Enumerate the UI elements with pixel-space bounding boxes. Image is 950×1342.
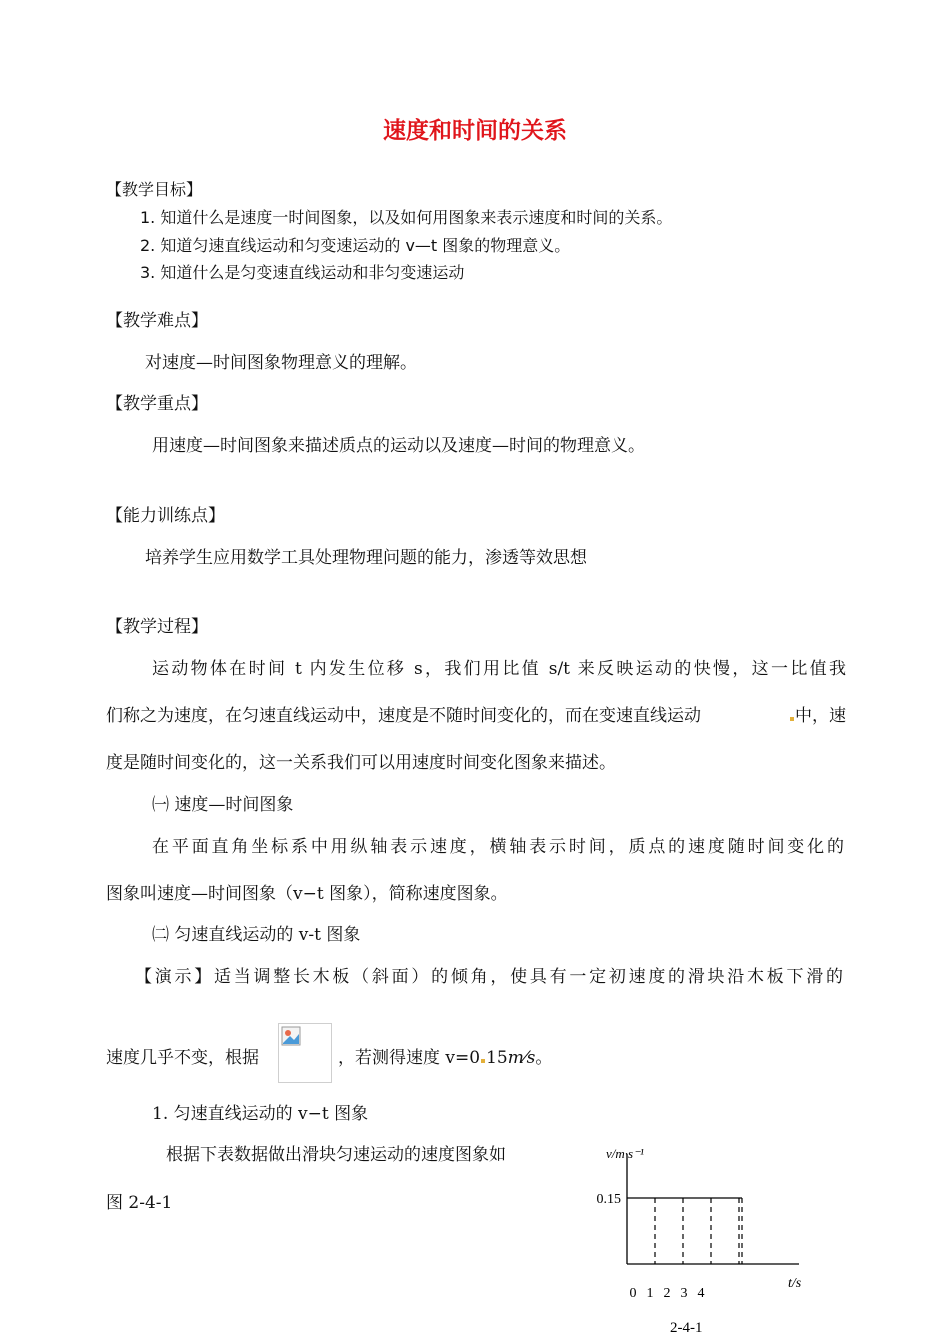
demo-line2-start: 速度几乎不变，根据	[106, 1048, 259, 1068]
subsection-1: ㈠ 速度—时间图象	[152, 795, 294, 815]
process-para1-line3: 度是随时间变化的，这一关系我们可以用速度时间变化图象来描述。	[106, 753, 616, 773]
objective-3: 3. 知道什么是匀变速直线运动和非匀变速运动	[140, 263, 465, 282]
page-title: 速度和时间的关系	[383, 118, 567, 144]
difficulty-text: 对速度—时间图象物理意义的理解。	[145, 353, 417, 373]
ability-heading: 【能力训练点】	[106, 506, 225, 526]
process-para1-line2: 们称之为速度，在匀速直线运动中，速度是不随时间变化的，而在变速直线运动 中，速	[106, 706, 846, 726]
process-para2-line1: 在平面直角坐标系中用纵轴表示速度，横轴表示时间，质点的速度随时间变化的	[152, 837, 844, 857]
broken-image-icon	[281, 1026, 301, 1046]
x-tick-label: 2	[663, 1286, 671, 1301]
process-heading: 【教学过程】	[106, 617, 208, 637]
y-axis-label: v/m·s⁻¹	[606, 1146, 644, 1161]
figure-reference: 图 2-4-1	[106, 1193, 173, 1213]
difficulty-heading: 【教学难点】	[106, 311, 208, 331]
x-tick-label: 1	[646, 1286, 654, 1301]
keypoint-heading: 【教学重点】	[106, 394, 208, 414]
table-instruction: 根据下表数据做出滑块匀速运动的速度图象如	[166, 1145, 506, 1165]
x-axis-label: t/s	[788, 1276, 802, 1291]
figure-caption: 2-4-1	[670, 1320, 703, 1336]
process-para1-line1: 运动物体在时间 t 内发生位移 s，我们用比值 s/t 来反映运动的快慢，这一比值我	[152, 659, 846, 679]
objective-2: 2. 知道匀速直线运动和匀变速运动的 v—t 图象的物理意义。	[140, 236, 571, 255]
item-1: 1. 匀速直线运动的 v−t 图象	[152, 1104, 369, 1124]
process-para2-line2: 图象叫速度—时间图象（v−t 图象），简称速度图象。	[106, 884, 508, 904]
x-tick-label: 3	[680, 1286, 688, 1301]
subsection-2: ㈡ 匀速直线运动的 v-t 图象	[152, 925, 361, 945]
anchor-mark	[790, 717, 794, 721]
demo-line2-end: ，若测得速度 v=0 15m⁄s。	[338, 1048, 553, 1068]
objective-1: 1. 知道什么是速度一时间图象，以及如何用图象来表示速度和时间的关系。	[140, 208, 673, 227]
objectives-heading: 【教学目标】	[106, 180, 203, 199]
demo-line1: 【演示】适当调整长木板（斜面）的倾角，使具有一定初速度的滑块沿木板下滑的	[135, 967, 843, 987]
vt-chart	[585, 1140, 805, 1340]
formula-image	[278, 1023, 332, 1083]
y-tick-label: 0.15	[596, 1192, 621, 1207]
x-tick-label: 0	[629, 1286, 637, 1301]
keypoint-text: 用速度—时间图象来描述质点的运动以及速度—时间的物理意义。	[152, 436, 645, 456]
ability-text: 培养学生应用数学工具处理物理问题的能力，渗透等效思想	[145, 548, 587, 568]
x-tick-label: 4	[697, 1286, 705, 1301]
